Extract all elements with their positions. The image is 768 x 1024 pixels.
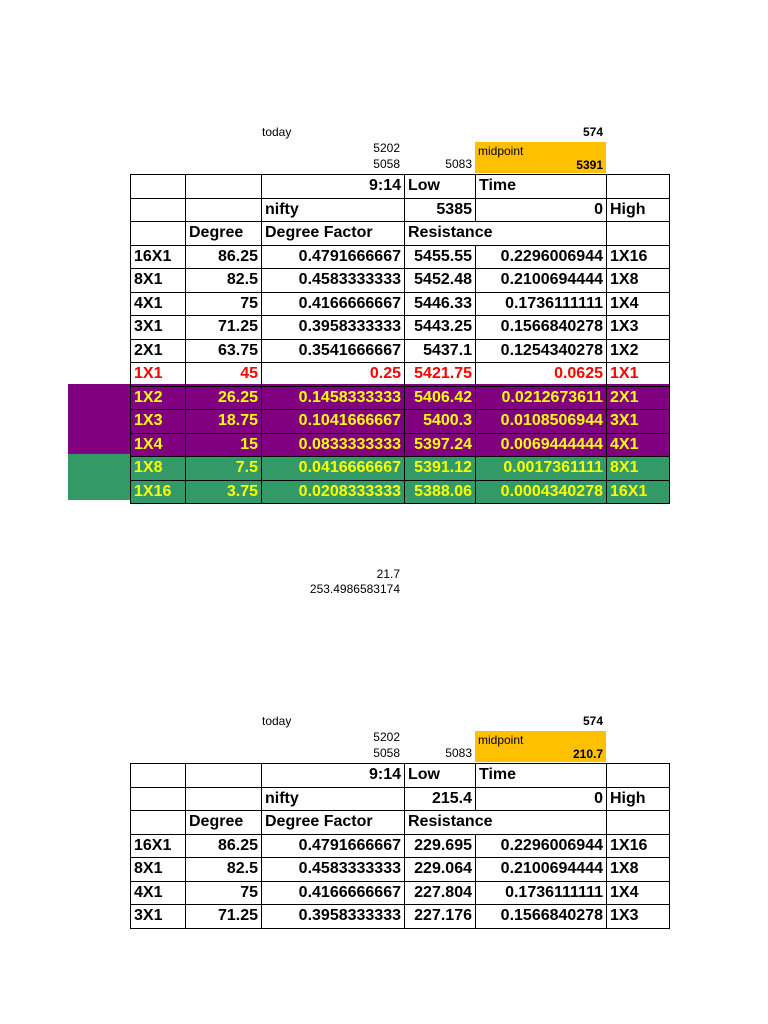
midpoint-value: 210.7 bbox=[572, 747, 603, 761]
factor-cell[interactable]: 0.4166666667 bbox=[262, 881, 405, 905]
midpoint-value: 5391 bbox=[576, 158, 603, 172]
ratio-cell[interactable]: 16X1 bbox=[131, 245, 186, 269]
inverse-ratio-cell[interactable]: 16X1 bbox=[607, 480, 670, 504]
time-value-cell[interactable]: 0.0017361111 bbox=[476, 457, 607, 481]
resistance-cell[interactable]: 227.176 bbox=[405, 905, 476, 929]
time-value-cell[interactable]: 0.1566840278 bbox=[476, 316, 607, 340]
degree-cell[interactable]: 82.5 bbox=[186, 269, 262, 293]
degree-cell[interactable]: 71.25 bbox=[186, 905, 262, 929]
nifty-label[interactable]: nifty bbox=[262, 787, 405, 811]
time-cell[interactable]: 9:14 bbox=[262, 764, 405, 788]
time-value-cell[interactable]: 0.1736111111 bbox=[476, 292, 607, 316]
resistance-cell[interactable]: 5400.3 bbox=[405, 410, 476, 434]
degree-cell[interactable]: 86.25 bbox=[186, 245, 262, 269]
factor-cell[interactable]: 0.25 bbox=[262, 363, 405, 387]
time-value-cell[interactable]: 0.1736111111 bbox=[476, 881, 607, 905]
inverse-ratio-cell[interactable]: 3X1 bbox=[607, 410, 670, 434]
cell-empty[interactable] bbox=[131, 222, 186, 246]
resistance-cell[interactable]: 229.064 bbox=[405, 858, 476, 882]
factor-cell[interactable]: 0.3958333333 bbox=[262, 316, 405, 340]
cell-empty[interactable] bbox=[186, 198, 262, 222]
table-row bbox=[131, 881, 670, 905]
resistance-header[interactable]: Resistance bbox=[405, 811, 607, 835]
inverse-ratio-cell[interactable]: 1X3 bbox=[607, 316, 670, 340]
inverse-ratio-cell[interactable]: 1X4 bbox=[607, 292, 670, 316]
high-label[interactable]: High bbox=[607, 787, 670, 811]
factor-cell[interactable]: 0.1458333333 bbox=[262, 386, 405, 410]
factor-cell[interactable]: 0.1041666667 bbox=[262, 410, 405, 434]
resistance-cell[interactable]: 5421.75 bbox=[405, 363, 476, 387]
degree-header[interactable]: Degree bbox=[186, 222, 262, 246]
cell-empty[interactable] bbox=[131, 175, 186, 199]
cell-empty[interactable] bbox=[186, 764, 262, 788]
nifty-value[interactable]: 5385 bbox=[405, 198, 476, 222]
top-value: 574 bbox=[582, 125, 603, 139]
ratio-cell[interactable]: 3X1 bbox=[131, 905, 186, 929]
value-5202: 5202 bbox=[373, 141, 400, 155]
factor-cell[interactable]: 0.4583333333 bbox=[262, 858, 405, 882]
loose-value-1: 21.7 bbox=[376, 567, 400, 581]
value-5083-2: 5083 bbox=[445, 746, 472, 760]
degree-cell[interactable]: 86.25 bbox=[186, 834, 262, 858]
time-value-cell[interactable]: 0.2100694444 bbox=[476, 269, 607, 293]
time-label[interactable]: Time bbox=[476, 175, 607, 199]
ratio-cell[interactable]: 4X1 bbox=[131, 292, 186, 316]
time-value-cell[interactable]: 0.0069444444 bbox=[476, 433, 607, 457]
header-row-columns bbox=[131, 811, 670, 835]
factor-cell[interactable]: 0.4791666667 bbox=[262, 245, 405, 269]
table-row bbox=[131, 834, 670, 858]
time-value-cell[interactable]: 0.0108506944 bbox=[476, 410, 607, 434]
value-5202-2: 5202 bbox=[373, 730, 400, 744]
inverse-ratio-cell[interactable]: 1X3 bbox=[607, 905, 670, 929]
table-row bbox=[131, 386, 670, 410]
zero-value[interactable]: 0 bbox=[476, 198, 607, 222]
today-label: today bbox=[262, 125, 292, 139]
ratio-cell[interactable]: 4X1 bbox=[131, 881, 186, 905]
degree-cell[interactable]: 75 bbox=[186, 881, 262, 905]
resistance-cell[interactable]: 5437.1 bbox=[405, 339, 476, 363]
header-row-time bbox=[131, 764, 670, 788]
table-row bbox=[131, 410, 670, 434]
time-value-cell[interactable]: 0.0212673611 bbox=[476, 386, 607, 410]
table-row-1x1 bbox=[131, 363, 670, 387]
time-value-cell[interactable]: 0.2100694444 bbox=[476, 858, 607, 882]
resistance-cell[interactable]: 5443.25 bbox=[405, 316, 476, 340]
table-row bbox=[131, 292, 670, 316]
time-value-cell[interactable]: 0.1254340278 bbox=[476, 339, 607, 363]
ratio-cell[interactable]: 1X1 bbox=[131, 363, 186, 387]
table-row bbox=[131, 269, 670, 293]
header-row-time bbox=[131, 175, 670, 199]
cell-empty[interactable] bbox=[607, 764, 670, 788]
resistance-cell[interactable]: 229.695 bbox=[405, 834, 476, 858]
resistance-cell[interactable]: 227.804 bbox=[405, 881, 476, 905]
ratio-cell[interactable]: 1X16 bbox=[131, 480, 186, 504]
degree-cell[interactable]: 45 bbox=[186, 363, 262, 387]
cell-empty[interactable] bbox=[607, 175, 670, 199]
degree-cell[interactable]: 71.25 bbox=[186, 316, 262, 340]
time-value-cell[interactable]: 0.0625 bbox=[476, 363, 607, 387]
low-label[interactable]: Low bbox=[405, 175, 476, 199]
degree-cell[interactable]: 63.75 bbox=[186, 339, 262, 363]
cell-empty[interactable] bbox=[607, 811, 670, 835]
degree-cell[interactable]: 18.75 bbox=[186, 410, 262, 434]
table-row bbox=[131, 858, 670, 882]
factor-cell[interactable]: 0.4166666667 bbox=[262, 292, 405, 316]
ratio-cell[interactable]: 1X2 bbox=[131, 386, 186, 410]
resistance-cell[interactable]: 5397.24 bbox=[405, 433, 476, 457]
resistance-cell[interactable]: 5388.06 bbox=[405, 480, 476, 504]
degree-cell[interactable]: 82.5 bbox=[186, 858, 262, 882]
gann-table-1 bbox=[130, 174, 670, 504]
cell-empty[interactable] bbox=[186, 175, 262, 199]
midpoint-cell bbox=[475, 142, 606, 173]
table-row bbox=[131, 905, 670, 929]
resistance-cell[interactable]: 5391.12 bbox=[405, 457, 476, 481]
ratio-cell[interactable]: 1X4 bbox=[131, 433, 186, 457]
zero-value[interactable]: 0 bbox=[476, 787, 607, 811]
nifty-value[interactable]: 215.4 bbox=[405, 787, 476, 811]
resistance-cell[interactable]: 5455.55 bbox=[405, 245, 476, 269]
degree-cell[interactable]: 26.25 bbox=[186, 386, 262, 410]
factor-cell[interactable]: 0.0208333333 bbox=[262, 480, 405, 504]
loose-value-2: 253.4986583174 bbox=[309, 582, 400, 596]
resistance-cell[interactable]: 5406.42 bbox=[405, 386, 476, 410]
high-label[interactable]: High bbox=[607, 198, 670, 222]
resistance-cell[interactable]: 5446.33 bbox=[405, 292, 476, 316]
ratio-cell[interactable]: 1X8 bbox=[131, 457, 186, 481]
time-cell[interactable]: 9:14 bbox=[262, 175, 405, 199]
factor-cell[interactable]: 0.3958333333 bbox=[262, 905, 405, 929]
cell-empty[interactable] bbox=[131, 764, 186, 788]
midpoint-label: midpoint bbox=[478, 144, 524, 158]
cell-empty[interactable] bbox=[607, 222, 670, 246]
header-row-columns bbox=[131, 222, 670, 246]
header-row-nifty bbox=[131, 198, 670, 222]
time-value-cell[interactable]: 0.2296006944 bbox=[476, 834, 607, 858]
table-row bbox=[131, 457, 670, 481]
inverse-ratio-cell[interactable]: 1X4 bbox=[607, 881, 670, 905]
inverse-ratio-cell[interactable]: 1X16 bbox=[607, 834, 670, 858]
value-5058: 5058 bbox=[373, 157, 400, 171]
value-5083: 5083 bbox=[445, 157, 472, 171]
inverse-ratio-cell[interactable]: 1X8 bbox=[607, 269, 670, 293]
inverse-ratio-cell[interactable]: 1X16 bbox=[607, 245, 670, 269]
table-row bbox=[131, 480, 670, 504]
ratio-cell[interactable]: 8X1 bbox=[131, 269, 186, 293]
degree-cell[interactable]: 75 bbox=[186, 292, 262, 316]
table-row bbox=[131, 316, 670, 340]
top-value-2: 574 bbox=[582, 714, 603, 728]
time-value-cell[interactable]: 0.2296006944 bbox=[476, 245, 607, 269]
degree-header[interactable]: Degree bbox=[186, 811, 262, 835]
degree-factor-header[interactable]: Degree Factor bbox=[262, 222, 405, 246]
inverse-ratio-cell[interactable]: 8X1 bbox=[607, 457, 670, 481]
inverse-ratio-cell[interactable]: 1X8 bbox=[607, 858, 670, 882]
inverse-ratio-cell[interactable]: 4X1 bbox=[607, 433, 670, 457]
factor-cell[interactable]: 0.0416666667 bbox=[262, 457, 405, 481]
inverse-ratio-cell[interactable]: 1X1 bbox=[607, 363, 670, 387]
inverse-ratio-cell[interactable]: 2X1 bbox=[607, 386, 670, 410]
degree-factor-header[interactable]: Degree Factor bbox=[262, 811, 405, 835]
table-row bbox=[131, 339, 670, 363]
factor-cell[interactable]: 0.0833333333 bbox=[262, 433, 405, 457]
degree-cell[interactable]: 7.5 bbox=[186, 457, 262, 481]
time-value-cell[interactable]: 0.1566840278 bbox=[476, 905, 607, 929]
time-label[interactable]: Time bbox=[476, 764, 607, 788]
inverse-ratio-cell[interactable]: 1X2 bbox=[607, 339, 670, 363]
resistance-cell[interactable]: 5452.48 bbox=[405, 269, 476, 293]
ratio-cell[interactable]: 2X1 bbox=[131, 339, 186, 363]
table-row bbox=[131, 245, 670, 269]
table-row bbox=[131, 433, 670, 457]
degree-cell[interactable]: 15 bbox=[186, 433, 262, 457]
cell-empty[interactable] bbox=[131, 787, 186, 811]
value-5058-2: 5058 bbox=[373, 746, 400, 760]
degree-cell[interactable]: 3.75 bbox=[186, 480, 262, 504]
today-label-2: today bbox=[262, 714, 292, 728]
header-row-nifty bbox=[131, 787, 670, 811]
ratio-cell[interactable]: 3X1 bbox=[131, 316, 186, 340]
resistance-header[interactable]: Resistance bbox=[405, 222, 607, 246]
factor-cell[interactable]: 0.3541666667 bbox=[262, 339, 405, 363]
cell-empty[interactable] bbox=[186, 787, 262, 811]
gann-table-2 bbox=[130, 763, 670, 929]
cell-empty[interactable] bbox=[131, 811, 186, 835]
low-label[interactable]: Low bbox=[405, 764, 476, 788]
ratio-cell[interactable]: 1X3 bbox=[131, 410, 186, 434]
factor-cell[interactable]: 0.4583333333 bbox=[262, 269, 405, 293]
ratio-cell[interactable]: 16X1 bbox=[131, 834, 186, 858]
time-value-cell[interactable]: 0.0004340278 bbox=[476, 480, 607, 504]
nifty-label[interactable]: nifty bbox=[262, 198, 405, 222]
midpoint-label: midpoint bbox=[478, 733, 524, 747]
factor-cell[interactable]: 0.4791666667 bbox=[262, 834, 405, 858]
ratio-cell[interactable]: 8X1 bbox=[131, 858, 186, 882]
midpoint-cell-2 bbox=[475, 731, 606, 762]
cell-empty[interactable] bbox=[131, 198, 186, 222]
